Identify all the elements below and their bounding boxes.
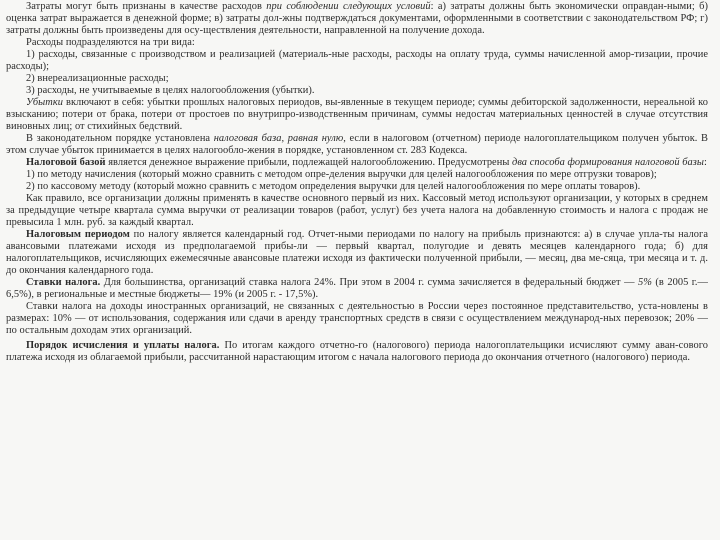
paragraph-tax-rates: Ставки налога. Для большинства, организаций ставка налога 24%. При этом в 2004 г. сумма зачисляется в федеральный бюджет — 5% (в 2005 г.— 6,5%), в региональные и местные бюджеты— 19% (и 2005 г. - 17,5%). <box>6 277 709 300</box>
paragraph-expense-conditions: Затраты могут быть признаны в качестве расходов при соблюдении следующих условий: а) затраты должны быть экономически оправдан-ными; б) оценка затрат выражается в денежной форме; в) затраты дол-жны подтверждаться документами, оформленными в соответствии с законодательством РФ; г) затраты должны быть произведены для осу-ществления деятельности, направленной на получение дохода. <box>6 1 709 36</box>
paragraph-tax-base: Налоговой базой является денежное выражение прибыли, подлежащей налогообложению. Предусмотрены два способа формирования налоговой базы: <box>26 157 707 168</box>
paragraph-losses: Убытки включают в себя: убытки прошлых налоговых периодов, вы-явленные в текущем периоде; суммы дебиторской задолженности, нереальной ко взысканию; потери от брака, потери от простоев по внутрипро-изводственным причинам, суммы недостач материальных ценностей в случае отсутствия виновных лиц; от стихийных бедствий. <box>6 97 708 132</box>
paragraph-method-choice: Как правило, все организации должны применять в качестве основного первый из них. Кассовый метод используют организации, у которых в среднем за предыдущие четыре квартала сумма выручки от реализации товаров (работ, услуг) без учета налога на добавленную стоимость и налога с продаж не превысила 1 млн. руб. за каждый квартал. <box>6 193 708 228</box>
list-item-production-expenses: 1) расходы, связанные с производством и реализацией (материаль-ные расходы, расходы на оплату труда, суммы начисленной амор-тизации, прочие расходы); <box>6 49 708 72</box>
paragraph-expense-types-intro: Расходы подразделяются на три вида: <box>26 37 195 48</box>
paragraph-zero-tax-base: В законодательном порядке установлена налоговая база, равная нулю, если в налоговом (отчетном) периоде налогоплательщиком получен убыток. В этом случае убыток принимается в целях налогообло-жения в порядке, установленном ст. 283 Кодекса. <box>6 133 709 156</box>
paragraph-foreign-rates: Ставки налога на доходы иностранных организаций, не связанных с деятельностью в России через постоянное представительство, уста-новлены в размерах: 10% — от использования, содержания или сдачи в аренду транспортных средств в связи с осуществлением международ-ных перевозок; 20% — по остальным доходам этих организаций. <box>6 301 708 336</box>
list-item-accrual-method: 1) по методу начисления (который можно сравнить с методом опре-деления выручки для целей налогообложения по мере отгрузки товаров); <box>26 169 657 180</box>
list-item-non-deductible-expenses: 3) расходы, не учитываемые в целях налогообложения (убытки). <box>26 85 315 96</box>
paragraph-tax-period: Налоговым периодом по налогу является календарный год. Отчет-ными периодами по налогу на прибыль признаются: а) в случае упла-ты налога авансовыми платежами исходя из предполагаемой прибы-ли — первый квартал, полугодие и девять месяцев календарного года; б) для налогоплательщиков, исчисляющих ежемесячные авансовые платежи исходя из фактически полученной прибыли, — месяц, два ме-сяца, три месяца и т. д. до окончания календарного года. <box>6 229 709 276</box>
list-item-cash-method: 2) по кассовому методу (который можно сравнить с методом определения выручки для целей налогообложения по мере оплаты товаров). <box>26 181 641 192</box>
list-item-non-operating-expenses: 2) внереализационные расходы; <box>26 73 169 84</box>
paragraph-calculation-procedure: Порядок исчисления и уплаты налога. По итогам каждого отчетно-го (налогового) периода налогоплательщики исчисляют сумму аван-сового платежа исходя из облагаемой прибыли, рассчитанной нарастающим итогом с начала налогового периода до окончания отчетного (налогового) периода. <box>6 340 708 363</box>
